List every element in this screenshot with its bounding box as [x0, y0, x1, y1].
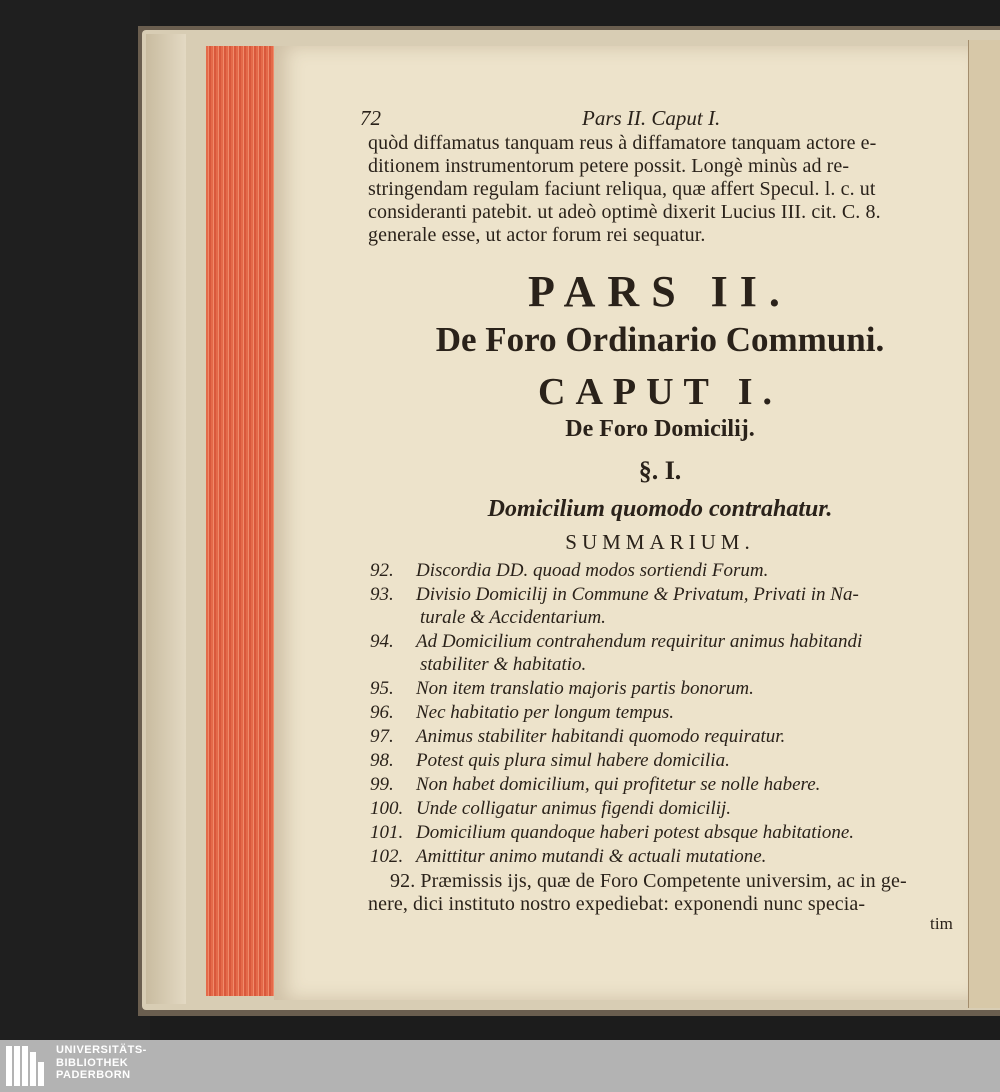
cover-edge	[146, 34, 186, 1004]
summary-number: 94.	[370, 631, 394, 652]
summary-text: Non item translatio majoris partis bonorum.	[416, 678, 754, 699]
summary-text: Divisio Domicilij in Commune & Privatum, Privati in Na-	[416, 584, 859, 605]
summary-number: 99.	[370, 774, 394, 795]
background	[0, 0, 150, 1040]
summarium-heading: SUMMARIUM.	[565, 530, 755, 554]
summary-text: Domicilium quandoque haberi potest absque habitatione.	[416, 822, 855, 843]
summary-number: 101.	[370, 822, 404, 843]
logo-line: UNIVERSITÄTS-	[56, 1044, 147, 1056]
library-logo-text	[56, 1044, 147, 1082]
summary-item	[370, 846, 766, 868]
intro-line: stringendam regulam faciunt reliqua, quæ affert Specul. l. c. ut	[368, 178, 876, 200]
summary-number: 95.	[370, 678, 394, 699]
summary-text: Potest quis plura simul habere domicilia.	[416, 750, 730, 771]
summary-text: Animus stabiliter habitandi quomodo requiratur.	[416, 726, 786, 747]
intro-line: ditionem instrumentorum petere possit. Longè minùs ad re-	[368, 155, 850, 177]
caput-title: De Foro Domicilij.	[565, 416, 755, 442]
closing-line: tim	[930, 914, 953, 933]
library-logo-icon	[6, 1046, 50, 1086]
summary-number: 97.	[370, 726, 394, 747]
footer-bar	[0, 1040, 1000, 1092]
logo-line: BIBLIOTHEK	[56, 1056, 129, 1069]
summary-item	[370, 584, 859, 606]
summary-text: Amittitur animo mutandi & actuali mutatione.	[416, 846, 767, 867]
caput-heading: CAPUT I.	[538, 371, 782, 413]
summary-item	[370, 822, 854, 844]
summary-continuation: turale & Accidentarium.	[420, 607, 606, 628]
intro-line: consideranti patebit. ut adeò optimè dixerit Lucius III. cit. C. 8.	[368, 201, 881, 223]
summary-item	[370, 798, 731, 820]
running-title: Pars II. Caput I.	[582, 106, 721, 130]
summary-number: 96.	[370, 702, 394, 723]
summary-number: 102.	[370, 846, 404, 867]
closing-line: nere, dici instituto nostro expediebat: exponendi nunc specia-	[368, 893, 866, 915]
summary-number: 98.	[370, 750, 394, 771]
page-stack-edge	[206, 46, 280, 996]
page-number: 72	[360, 106, 381, 130]
summary-number: 100.	[370, 798, 404, 819]
intro-line: quòd diffamatus tanquam reus à diffamatore tanquam actore e-	[368, 132, 877, 154]
summary-text: Nec habitatio per longum tempus.	[416, 702, 675, 723]
summary-item	[370, 774, 820, 796]
section-heading: §. I.	[638, 456, 682, 485]
summary-text: Non habet domicilium, qui profitetur se nolle habere.	[416, 774, 821, 795]
summary-text: Unde colligatur animus figendi domicilij.	[416, 798, 732, 819]
summary-item	[370, 750, 730, 772]
summary-number: 93.	[370, 584, 394, 605]
pars-subtitle: De Foro Ordinario Communi.	[435, 320, 885, 359]
summary-item	[370, 678, 754, 700]
intro-line: generale esse, ut actor forum rei sequatur.	[368, 224, 706, 246]
summary-item	[370, 560, 768, 582]
section-title: Domicilium quomodo contrahatur.	[487, 496, 833, 522]
summary-number: 92.	[370, 560, 394, 581]
summary-text: Ad Domicilium contrahendum requiritur animus habitandi	[416, 631, 863, 652]
summary-continuation: stabiliter & habitatio.	[420, 654, 587, 675]
summary-text: Discordia DD. quoad modos sortiendi Forum.	[416, 560, 769, 581]
logo-line: PADERBORN	[56, 1069, 131, 1081]
summary-item	[370, 726, 785, 748]
summary-item	[370, 702, 674, 724]
closing-line: 92. Præmissis ijs, quæ de Foro Competente universim, ac in ge-	[390, 870, 907, 892]
facing-page-edge	[968, 40, 1000, 1008]
summary-item	[370, 631, 862, 653]
pars-heading: PARS II.	[528, 267, 792, 316]
